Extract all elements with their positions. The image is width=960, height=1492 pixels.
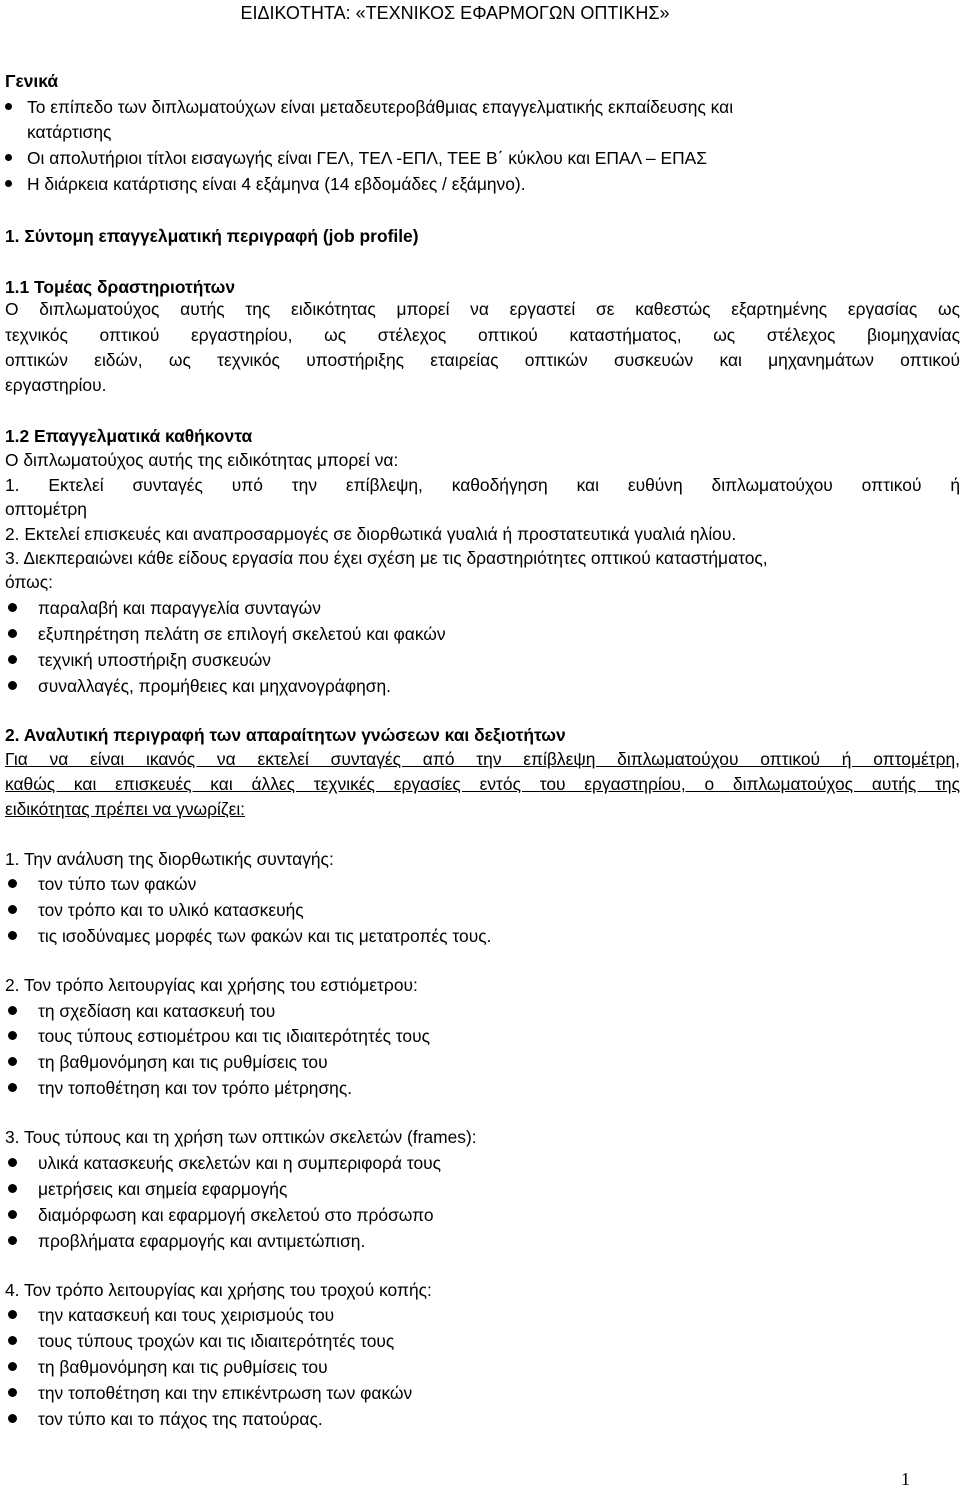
paragraph-line: τεχνικός οπτικού εργαστηρίου, ως στέλεχος οπτικού καταστήματος, ως στέλεχος βιομηχανίας: [5, 325, 960, 345]
paragraph-line: εργαστηρίου.: [5, 375, 107, 395]
list-item: την τοποθέτηση και τον τρόπο μέτρησης.: [8, 1075, 322, 1101]
duty-line: 3. Διεκπεραιώνει κάθε είδους εργασία που έχει σχέση με τις δραστηριότητες οπτικού καταστήματος,: [5, 548, 768, 568]
knowledge-group-heading: 4. Τον τρόπο λειτουργίας και χρήσης του τροχού κοπής:: [5, 1280, 432, 1300]
general-heading: Γενικά: [5, 71, 59, 91]
list-item-continuation: κατάρτισης: [27, 122, 112, 142]
page-number: 1: [901, 1469, 910, 1489]
paragraph-line: οπτικών ειδών, ως τεχνικός υποστήριξης εταιρείας οπτικών συσκευών και μηχανημάτων οπτικού: [5, 350, 960, 370]
list-item: Το επίπεδο των διπλωματούχων είναι μεταδευτεροβάθμιας επαγγελματικής εκπαίδευσης και: [5, 94, 711, 120]
list-item: τον τρόπο και το υλικό κατασκευής: [8, 897, 274, 923]
paragraph-line: Ο διπλωματούχος αυτής της ειδικότητας μπορεί να εργαστεί σε καθεστώς εξαρτημένης εργασίας ως: [5, 299, 960, 319]
section-2-intro-line: Για να είναι ικανός να εκτελεί συνταγές από την επίβλεψη διπλωματούχου οπτικού ή οπτομέτρη,: [5, 749, 960, 769]
list-item: τη βαθμονόμηση και τις ρυθμίσεις του: [8, 1354, 298, 1380]
knowledge-group-heading: 1. Την ανάλυση της διορθωτικής συνταγής:: [5, 849, 334, 869]
list-item: τον τύπο και το πάχος της πατούρας.: [8, 1406, 293, 1432]
list-item: τη σχεδίαση και κατασκευή του: [8, 998, 245, 1024]
document-title: ΕΙΔΙΚΟΤΗΤΑ: «ΤΕΧΝΙΚΟΣ ΕΦΑΡΜΟΓΩΝ ΟΠΤΙΚΗΣ»: [240, 3, 670, 23]
section-1-heading: 1. Σύντομη επαγγελματική περιγραφή (job profile): [5, 226, 419, 246]
list-item: Οι απολυτήριοι τίτλοι εισαγωγής είναι ΓΕΛ, ΤΕΛ -ΕΠΛ, ΤΕΕ Β΄ κύκλου και ΕΠΑΛ – ΕΠΑΣ: [5, 145, 685, 171]
section-1-2-heading: 1.2 Επαγγελματικά καθήκοντα: [5, 426, 253, 446]
section-2-intro-line: καθώς και επισκευές και άλλες τεχνικές εργασίες εντός του εργαστηρίου, ο διπλωματούχος αυτής της: [5, 774, 960, 794]
list-item: διαμόρφωση και εφαρμογή σκελετού στο πρόσωπο: [8, 1202, 404, 1228]
list-item: τεχνική υποστήριξη συσκευών: [8, 647, 241, 673]
section-2-intro-line: ειδικότητας πρέπει να γνωρίζει:: [5, 799, 246, 819]
list-item: τις ισοδύναμες μορφές των φακών και τις μετατροπές τους.: [8, 923, 461, 949]
list-item: εξυπηρέτηση πελάτη σε επιλογή σκελετού και φακών: [8, 621, 416, 647]
list-item: τη βαθμονόμηση και τις ρυθμίσεις του: [8, 1049, 298, 1075]
list-item: τον τύπο των φακών: [8, 871, 166, 897]
list-item: την κατασκευή και τους χειρισμούς του: [8, 1302, 304, 1328]
knowledge-group-heading: 2. Τον τρόπο λειτουργίας και χρήσης του εστιόμετρου:: [5, 975, 418, 995]
duty-line: όπως:: [5, 572, 53, 592]
duty-line: 1. Εκτελεί συνταγές υπό την επίβλεψη, καθοδήγηση και ευθύνη διπλωματούχου οπτικού ή: [5, 475, 960, 495]
list-item: παραλαβή και παραγγελία συνταγών: [8, 595, 291, 621]
list-item: τους τύπους τροχών και τις ιδιαιτερότητές τους: [8, 1328, 364, 1354]
list-item: συναλλαγές, προμήθειες και μηχανογράφηση.: [8, 673, 361, 699]
list-item: υλικά κατασκευής σκελετών και η συμπεριφορά τους: [8, 1150, 411, 1176]
list-item: την τοποθέτηση και την επικέντρωση των φακών: [8, 1380, 382, 1406]
section-2-heading: 2. Αναλυτική περιγραφή των απαραίτητων γνώσεων και δεξιοτήτων: [5, 725, 566, 745]
duties-intro: Ο διπλωματούχος αυτής της ειδικότητας μπορεί να:: [5, 450, 399, 470]
section-1-1-heading: 1.1 Τομέας δραστηριοτήτων: [5, 277, 236, 297]
duty-line: 2. Εκτελεί επισκευές και αναπροσαρμογές σε διορθωτικά γυαλιά ή προστατευτικά γυαλιά ηλίου.: [5, 524, 737, 544]
list-item: τους τύπους εστιομέτρου και τις ιδιαιτερότητές τους: [8, 1023, 400, 1049]
knowledge-group-heading: 3. Τους τύπους και τη χρήση των οπτικών σκελετών (frames):: [5, 1127, 477, 1147]
list-item: Η διάρκεια κατάρτισης είναι 4 εξάμηνα (14 εβδομάδες / εξάμηνο).: [5, 171, 504, 197]
duty-line: οπτομέτρη: [5, 499, 87, 519]
list-item: μετρήσεις και σημεία εφαρμογής: [8, 1176, 257, 1202]
list-item: προβλήματα εφαρμογής και αντιμετώπιση.: [8, 1228, 335, 1254]
